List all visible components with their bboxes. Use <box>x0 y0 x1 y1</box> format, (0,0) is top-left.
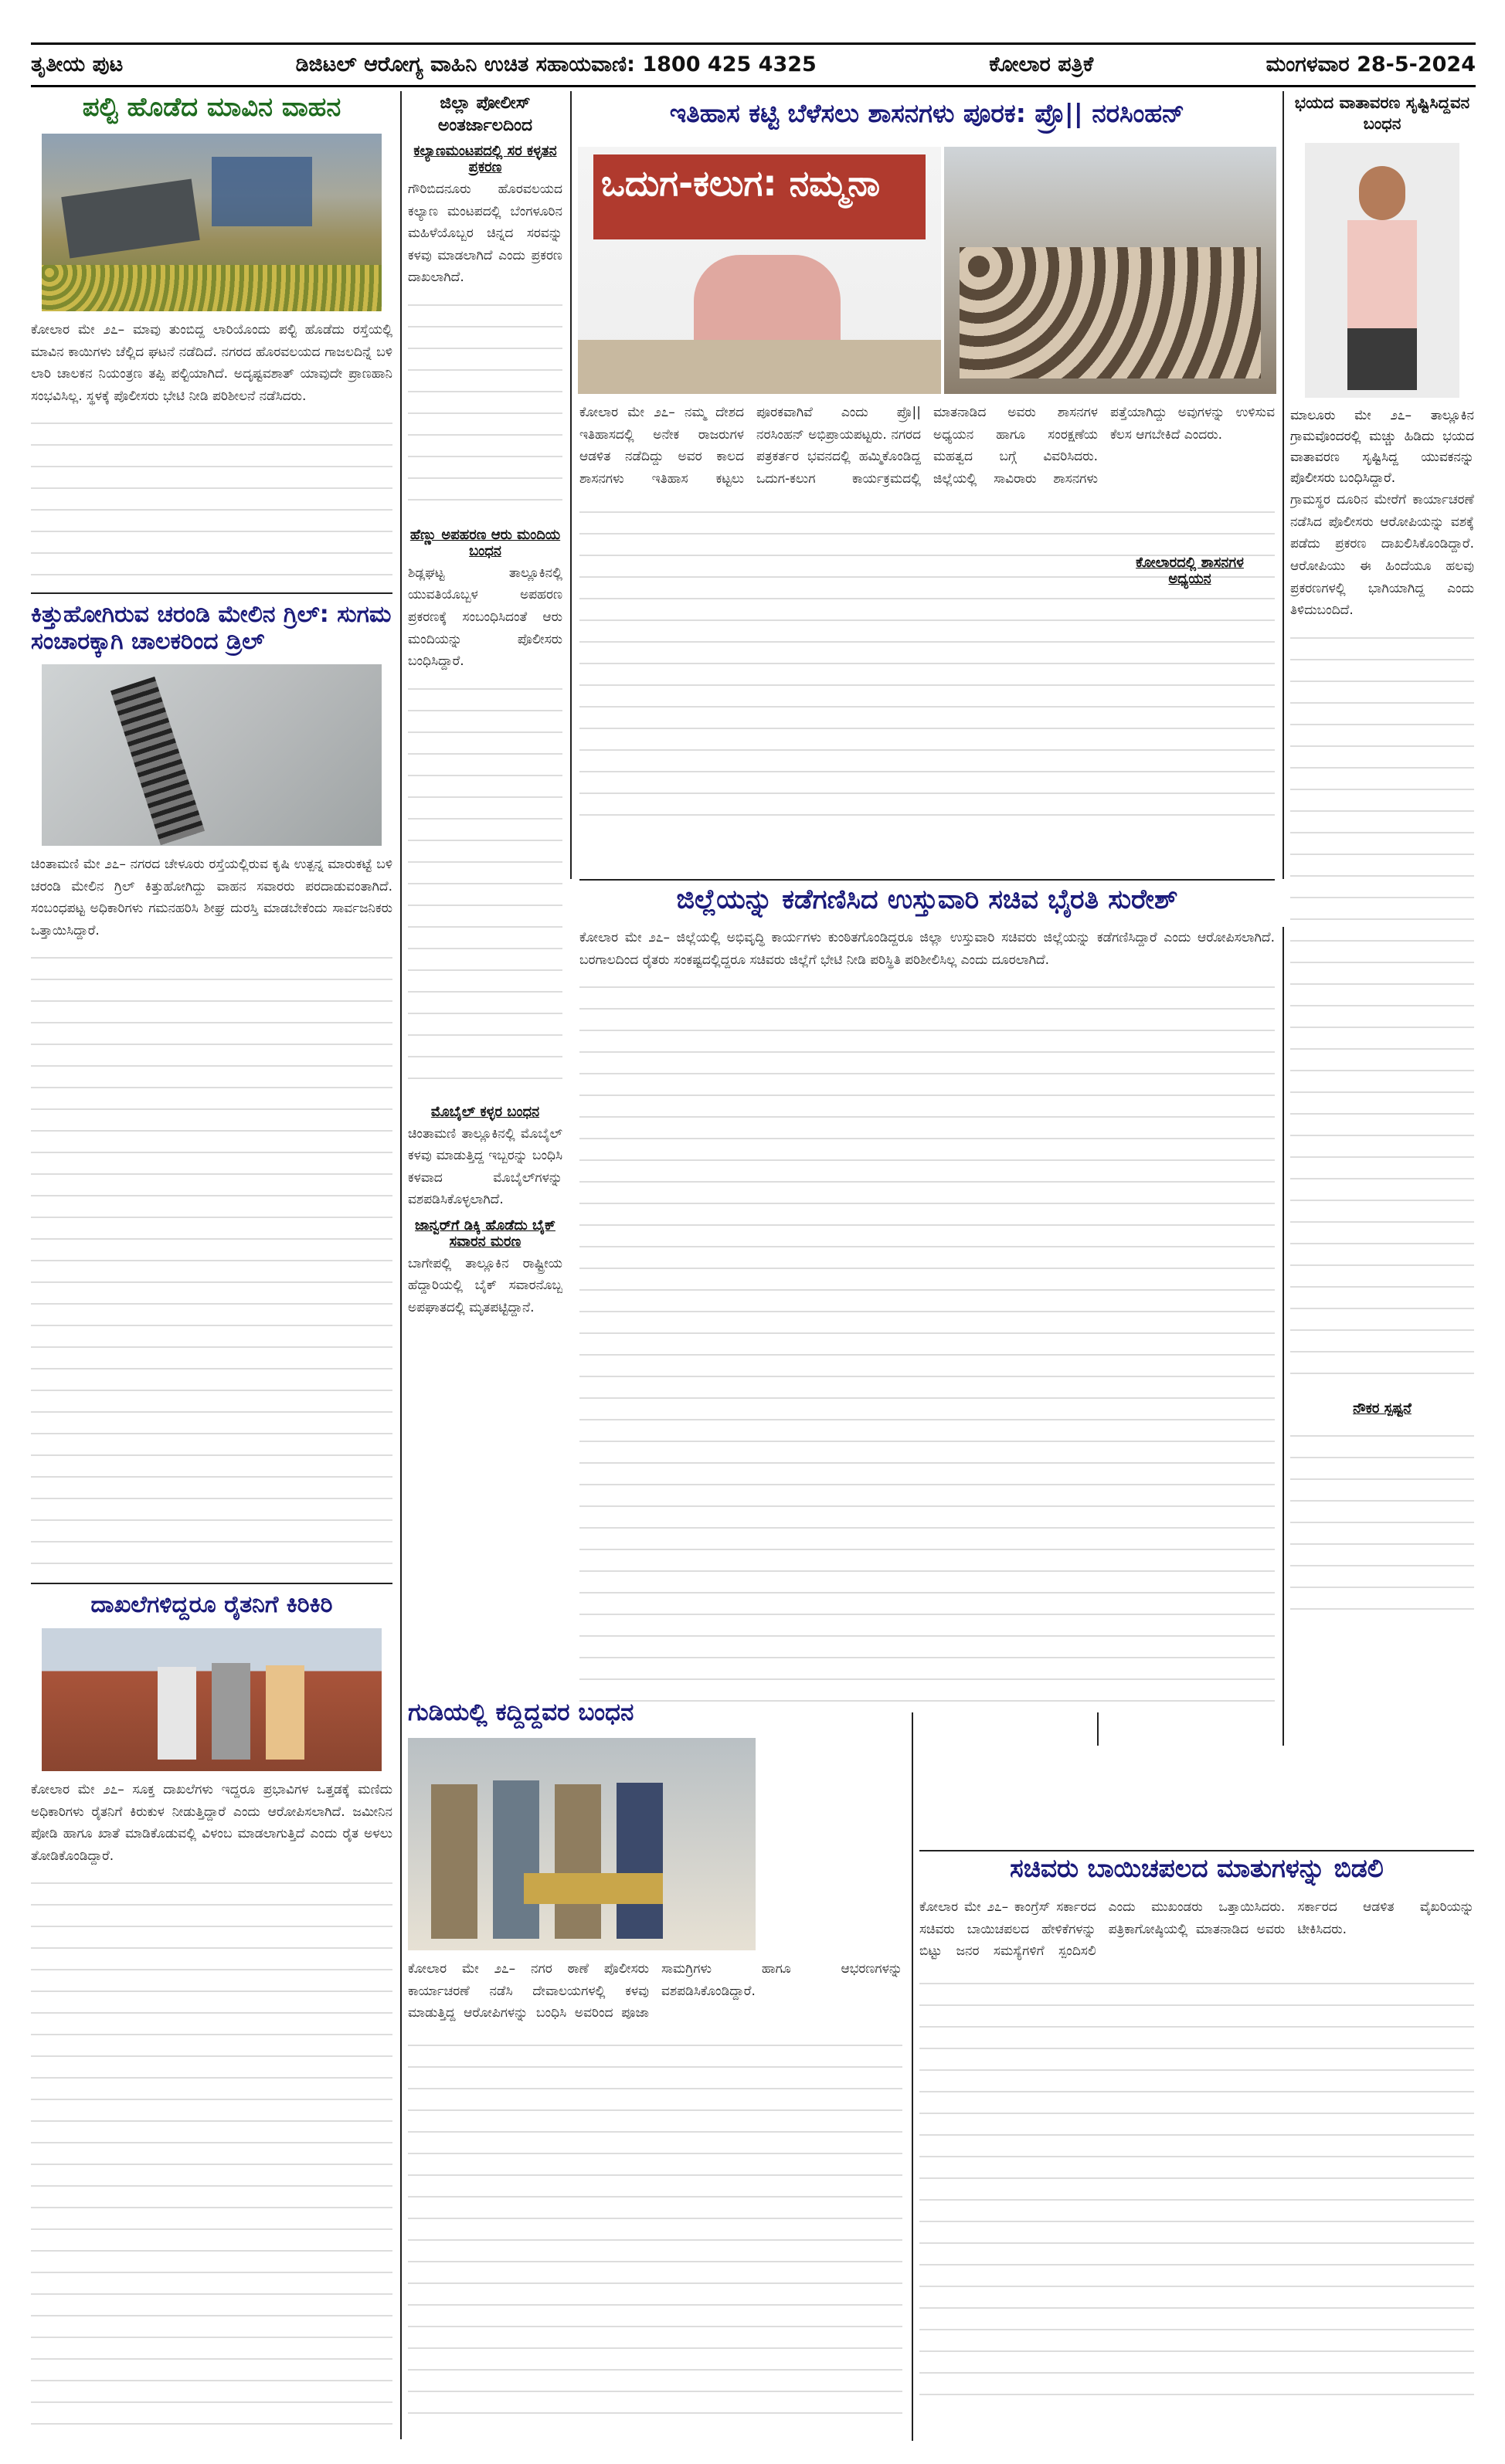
text-block <box>408 289 562 521</box>
masthead <box>31 42 1476 87</box>
section-title: ಜಿಲ್ಲಾ ಪೋಲೀಸ್ ಅಂತರ್ಜಾಲದಿಂದ <box>437 93 533 135</box>
subhead: ಕೋಲಾರದಲ್ಲಿ ಶಾಸನಗಳ ಅಧ್ಯಯನ <box>1136 555 1244 587</box>
column-rule <box>400 91 402 2439</box>
headline: ಜಿಲ್ಲೆಯನ್ನು ಕಡೆಗಣಿಸಿದ ಉಸ್ತುವಾರಿ ಸಚಿವ ಭೈರತಿ ಸುರೇಶ್ <box>676 884 1178 915</box>
text-block <box>579 971 1275 1712</box>
subhead: ಹೆಣ್ಣು ಅಪಹರಣ ಆರು ಮಂದಿಯ ಬಂಧನ <box>409 526 561 559</box>
subhead: ಕಲ್ಯಾಣಮಂಟಪದಲ್ಲಿ ಸರ ಕಳ್ಳತನ ಪ್ರಕರಣ <box>413 143 557 176</box>
text-block <box>31 942 392 1575</box>
text-block <box>1290 1420 1474 1621</box>
farmers-photo <box>42 1628 382 1771</box>
column-rule <box>570 91 572 879</box>
section-title: ಭಯದ ವಾತಾವರಣ ಸೃಷ್ಟಿಸಿದ್ದವನ ಬಂಧನ <box>1294 93 1470 134</box>
column-right <box>1290 93 1474 1746</box>
story-text: ಶಿಡ್ಲಘಟ್ಟ ತಾಲ್ಲೂಕಿನಲ್ಲಿ ಯುವತಿಯೊಬ್ಬಳ ಅಪಹರಣ ಪ್ರಕರಣಕ್ಕೆ ಸಂಬಂಧಿಸಿದಂತೆ ಆರು ಮಂದಿಯನ್ನು ಪೊಲೀಸರು ಬಂಧಿಸಿದ್ದಾರೆ. <box>408 565 562 670</box>
text-block <box>408 673 562 1098</box>
headline: ಸಚಿವರು ಬಾಯಿಚಪಲದ ಮಾತುಗಳನ್ನು ಬಿಡಲಿ <box>1010 1853 1384 1883</box>
column-left <box>31 93 392 2441</box>
accused-photo <box>1305 143 1459 398</box>
story-text: ಕೋಲಾರ ಮೇ ೨೭– ನಮ್ಮ ದೇಶದ ಇತಿಹಾಸದಲ್ಲಿ ಅನೇಕ ರಾಜರುಗಳ ಆಡಳಿತ ನಡೆದಿದ್ದು ಅವರ ಕಾಲದ ಶಾಸನಗಳು ಇತಿಹಾಸ ಕಟ್ಟಲು ಪೂರಕವಾಗಿವೆ ಎಂದು ಪ್ರೊ|| ನರಸಿಂಹನ್ ಅಭಿಪ್ರಾಯಪಟ್ಟರು. ನಗರದ ಪತ್ರಕರ್ತರ ಭವನದಲ್ಲಿ ಹಮ್ಮಿಕೊಂಡಿದ್ದ ಒದುಗ-ಕಲುಗ ಕಾರ್ಯಕ್ರಮದಲ್ಲಿ ಮಾತನಾಡಿದ ಅವರು ಶಾಸನಗಳ ಅಧ್ಯಯನ ಹಾಗೂ ಸಂರಕ್ಷಣೆಯ ಮಹತ್ವದ ಬಗ್ಗೆ ವಿವರಿಸಿದರು. ಜಿಲ್ಲೆಯಲ್ಲಿ ಸಾವಿರಾರು ಶಾಸನಗಳು ಪತ್ತೆಯಾಗಿದ್ದು ಅವುಗಳನ್ನು ಉಳಿಸುವ ಕೆಲಸ ಆಗಬೇಕಿದೆ ಎಂದರು. <box>579 405 1275 487</box>
column-rule <box>1282 91 1284 879</box>
subhead: ನೌಕರ ಸ್ಪಷ್ಟನೆ <box>1353 1400 1412 1417</box>
issue-date: ಮಂಗಳವಾರ 28-5-2024 <box>1265 53 1476 76</box>
column-rule <box>1282 927 1284 1746</box>
divider <box>31 1583 392 1584</box>
divider <box>919 1850 1474 1851</box>
story-text: ಗ್ರಾಮಸ್ಥರ ದೂರಿನ ಮೇರೆಗೆ ಕಾರ್ಯಾಚರಣೆ ನಡೆಸಿದ ಪೊಲೀಸರು ಆರೋಪಿಯನ್ನು ವಶಕ್ಕೆ ಪಡೆದು ಪ್ರಕರಣ ದಾಖಲಿಸಿಕೊಂಡಿದ್ದಾರೆ. ಆರೋಪಿಯು ಈ ಹಿಂದೆಯೂ ಹಲವು ಪ್ರಕರಣಗಳಲ್ಲಿ ಭಾಗಿಯಾಗಿದ್ದ ಎಂದು ತಿಳಿದುಬಂದಿದೆ. <box>1290 492 1474 619</box>
story-text: ಕೋಲಾರ ಮೇ ೨೭– ಕಾಂಗ್ರೆಸ್ ಸರ್ಕಾರದ ಸಚಿವರು ಬಾಯಿಚಪಲದ ಹೇಳಿಕೆಗಳನ್ನು ಬಿಟ್ಟು ಜನರ ಸಮಸ್ಯೆಗಳಿಗೆ ಸ್ಪಂದಿಸಲಿ ಎಂದು ಮುಖಂಡರು ಒತ್ತಾಯಿಸಿದರು. ಪತ್ರಿಕಾಗೋಷ್ಠಿಯಲ್ಲಿ ಮಾತನಾಡಿದ ಅವರು ಸರ್ಕಾರದ ಆಡಳಿತ ವೈಖರಿಯನ್ನು ಟೀಕಿಸಿದರು. <box>919 1899 1474 1960</box>
divider <box>31 592 392 594</box>
story-text: ಚಿಂತಾಮಣಿ ತಾಲ್ಲೂಕಿನಲ್ಲಿ ಮೊಬೈಲ್ ಕಳವು ಮಾಡುತ್ತಿದ್ದ ಇಬ್ಬರನ್ನು ಬಂಧಿಸಿ ಕಳವಾದ ಮೊಬೈಲ್‌ಗಳನ್ನು ವಶಪಡಿಸಿಕೊಳ್ಳಲಾಗಿದೆ. <box>408 1125 562 1208</box>
headline: ಗುಡಿಯಲ್ಲಿ ಕದ್ದಿದ್ದವರ ಬಂಧನ <box>408 1699 634 1726</box>
page-number: ತೃತೀಯ ಪುಟ <box>31 53 124 76</box>
paper-name: ಕೋಲಾರ ಪತ್ರಿಕೆ <box>989 53 1094 76</box>
story-body <box>579 927 1275 1746</box>
text-block <box>31 1867 392 2441</box>
divider <box>579 879 1275 881</box>
headline: ದಾಖಲೆಗಳಿದ್ದರೂ ರೈತನಿಗೆ ಕಿರಿಕಿರಿ <box>90 1591 333 1619</box>
text-block <box>408 2029 902 2415</box>
text-block <box>579 496 1275 828</box>
story-text: ಗೌರಿಬಿದನೂರು ಹೊರವಲಯದ ಕಲ್ಯಾಣ ಮಂಟಪದಲ್ಲಿ ಬೆಂಗಳೂರಿನ ಮಹಿಳೆಯೊಬ್ಬರ ಚಿನ್ನದ ಸರವನ್ನು ಕಳವು ಮಾಡಲಾಗಿದೆ ಎಂದು ಪ್ರಕರಣ ದಾಖಲಾಗಿದೆ. <box>408 182 562 286</box>
photo-banner-text: ಒದುಗ-ಕಲುಗ: ನಮ್ಮನಾ <box>601 162 881 204</box>
story-body <box>408 1958 902 2437</box>
headline: ಪಲ್ಟಿ ಹೊಡೆದ ಮಾವಿನ ವಾಹನ <box>82 93 341 123</box>
story-text: ಚಿಂತಾಮಣಿ ಮೇ ೨೭– ನಗರದ ಚೇಳೂರು ರಸ್ತೆಯಲ್ಲಿರುವ ಕೃಷಿ ಉತ್ಪನ್ನ ಮಾರುಕಟ್ಟೆ ಬಳಿ ಚರಂಡಿ ಮೇಲಿನ ಗ್ರಿಲ್ ಕಿತ್ತುಹೋಗಿದ್ದು ವಾಹನ ಸವಾರರು ಪರದಾಡುವಂತಾಗಿದೆ. ಸಂಬಂಧಪಟ್ಟ ಅಧಿಕಾರಿಗಳು ಗಮನಹರಿಸಿ ಶೀಘ್ರ ದುರಸ್ತಿ ಮಾಡಬೇಕೆಂದು ಸಾರ್ವಜನಿಕರು ಒತ್ತಾಯಿಸಿದ್ದಾರೆ. <box>31 857 392 938</box>
arrest-photo <box>408 1738 756 1950</box>
story-body <box>919 1896 1474 2437</box>
helpline: ಡಿಜಿಟಲ್ ಆರೋಗ್ಯ ವಾಹಿನಿ ಉಚಿತ ಸಹಾಯವಾಣಿ: 1800 425 4325 <box>295 53 817 76</box>
mango-vehicle-photo <box>42 134 382 311</box>
caption: ಮಾಲೂರು ಮೇ ೨೭– ತಾಲ್ಲೂಕಿನ ಗ್ರಾಮವೊಂದರಲ್ಲಿ ಮಚ್ಚು ಹಿಡಿದು ಭಯದ ವಾತಾವರಣ ಸೃಷ್ಟಿಸಿದ್ದ ಯುವಕನನ್ನು ಪೊಲೀಸರು ಬಂಧಿಸಿದ್ದಾರೆ. <box>1290 407 1474 487</box>
speaker-photo <box>578 147 941 394</box>
story-text: ಕೋಲಾರ ಮೇ ೨೭– ಮಾವು ತುಂಬಿದ್ದ ಲಾರಿಯೊಂದು ಪಲ್ಟಿ ಹೊಡೆದು ರಸ್ತೆಯಲ್ಲಿ ಮಾವಿನ ಕಾಯಿಗಳು ಚೆಲ್ಲಿದ ಘಟನೆ ನಡೆದಿದೆ. ನಗರದ ಹೊರವಲಯದ ಗಾಜಲದಿನ್ನೆ ಬಳಿ ಲಾರಿ ಚಾಲಕನ ನಿಯಂತ್ರಣ ತಪ್ಪಿ ಪಲ್ಟಿಯಾಗಿದೆ. ಅದೃಷ್ಟವಶಾತ್ ಯಾವುದೇ ಪ್ರಾಣಹಾನಿ ಸಂಭವಿಸಿಲ್ಲ. ಸ್ಥಳಕ್ಕೆ ಪೊಲೀಸರು ಭೇಟಿ ನೀಡಿ ಪರಿಶೀಲನೆ ನಡೆಸಿದರು. <box>31 322 392 404</box>
headline: ಕಿತ್ತುಹೋಗಿರುವ ಚರಂಡಿ ಮೇಲಿನ ಗ್ರಿಲ್: ಸುಗಮ ಸಂಚಾರಕ್ಕಾಗಿ ಚಾಲಕರಿಂದ ಡ್ರಿಲ್ <box>31 601 392 655</box>
story-text: ಬಾಗೇಪಲ್ಲಿ ತಾಲ್ಲೂಕಿನ ರಾಷ್ಟ್ರೀಯ ಹೆದ್ದಾರಿಯಲ್ಲಿ ಬೈಕ್ ಸವಾರನೊಬ್ಬ ಅಪಘಾತದಲ್ಲಿ ಮೃತಪಟ್ಟಿದ್ದಾನೆ. <box>408 1255 562 1315</box>
subhead: ಮೊಬೈಲ್ ಕಳ್ಳರ ಬಂಧನ <box>430 1103 540 1120</box>
main-story-body <box>579 402 1275 873</box>
story-text: ಕೋಲಾರ ಮೇ ೨೭– ಜಿಲ್ಲೆಯಲ್ಲಿ ಅಭಿವೃದ್ಧಿ ಕಾರ್ಯಗಳು ಕುಂಠಿತಗೊಂಡಿದ್ದರೂ ಜಿಲ್ಲಾ ಉಸ್ತುವಾರಿ ಸಚಿವರು ಜಿಲ್ಲೆಯನ್ನು ಕಡೆಗಣಿಸಿದ್ದಾರೆ ಎಂದು ಆರೋಪಿಸಲಾಗಿದೆ. ಬರಗಾಲದಿಂದ ರೈತರು ಸಂಕಷ್ಟದಲ್ಲಿದ್ದರೂ ಸಚಿವರು ಜಿಲ್ಲೆಗೆ ಭೇಟಿ ನೀಡಿ ಪರಿಸ್ಥಿತಿ ಪರಿಶೀಲಿಸಿಲ್ಲ ಎಂದು ದೂರಲಾಗಿದೆ. <box>579 930 1275 968</box>
main-headline: ಇತಿಹಾಸ ಕಟ್ಟಿ ಬೆಳೆಸಲು ಶಾಸನಗಳು ಪೂರಕ: ಪ್ರೊ|| ನರಸಿಂಹನ್ <box>669 98 1185 128</box>
subhead: ಜಾನ್ವರ್‌ಗೆ ಡಿಕ್ಕಿ ಹೊಡೆದು ಬೈಕ್ ಸವಾರನ ಮರಣ <box>415 1217 555 1250</box>
text-block <box>919 1967 1474 2400</box>
audience-photo <box>944 147 1276 394</box>
story-text: ಕೋಲಾರ ಮೇ ೨೭– ನಗರ ಠಾಣೆ ಪೊಲೀಸರು ಕಾರ್ಯಾಚರಣೆ ನಡೆಸಿ ದೇವಾಲಯಗಳಲ್ಲಿ ಕಳವು ಮಾಡುತ್ತಿದ್ದ ಆರೋಪಿಗಳನ್ನು ಬಂಧಿಸಿ ಅವರಿಂದ ಪೂಜಾ ಸಾಮಗ್ರಿಗಳು ಹಾಗೂ ಆಭರಣಗಳನ್ನು ವಶಪಡಿಸಿಕೊಂಡಿದ್ದಾರೆ. <box>408 1961 902 2021</box>
text-block <box>1290 622 1474 1394</box>
text-block <box>31 407 392 585</box>
drain-grill-photo <box>42 664 382 846</box>
story-text: ಕೋಲಾರ ಮೇ ೨೭– ಸೂಕ್ತ ದಾಖಲೆಗಳು ಇದ್ದರೂ ಪ್ರಭಾವಿಗಳ ಒತ್ತಡಕ್ಕೆ ಮಣಿದು ಅಧಿಕಾರಿಗಳು ರೈತನಿಗೆ ಕಿರುಕುಳ ನೀಡುತ್ತಿದ್ದಾರೆ ಎಂದು ಆರೋಪಿಸಲಾಗಿದೆ. ಜಮೀನಿನ ಪೋಡಿ ಹಾಗೂ ಖಾತೆ ಮಾಡಿಕೊಡುವಲ್ಲಿ ವಿಳಂಬ ಮಾಡಲಾಗುತ್ತಿದೆ ಎಂದು ರೈತ ಅಳಲು ತೋಡಿಕೊಂಡಿದ್ದಾರೆ. <box>31 1781 392 1864</box>
